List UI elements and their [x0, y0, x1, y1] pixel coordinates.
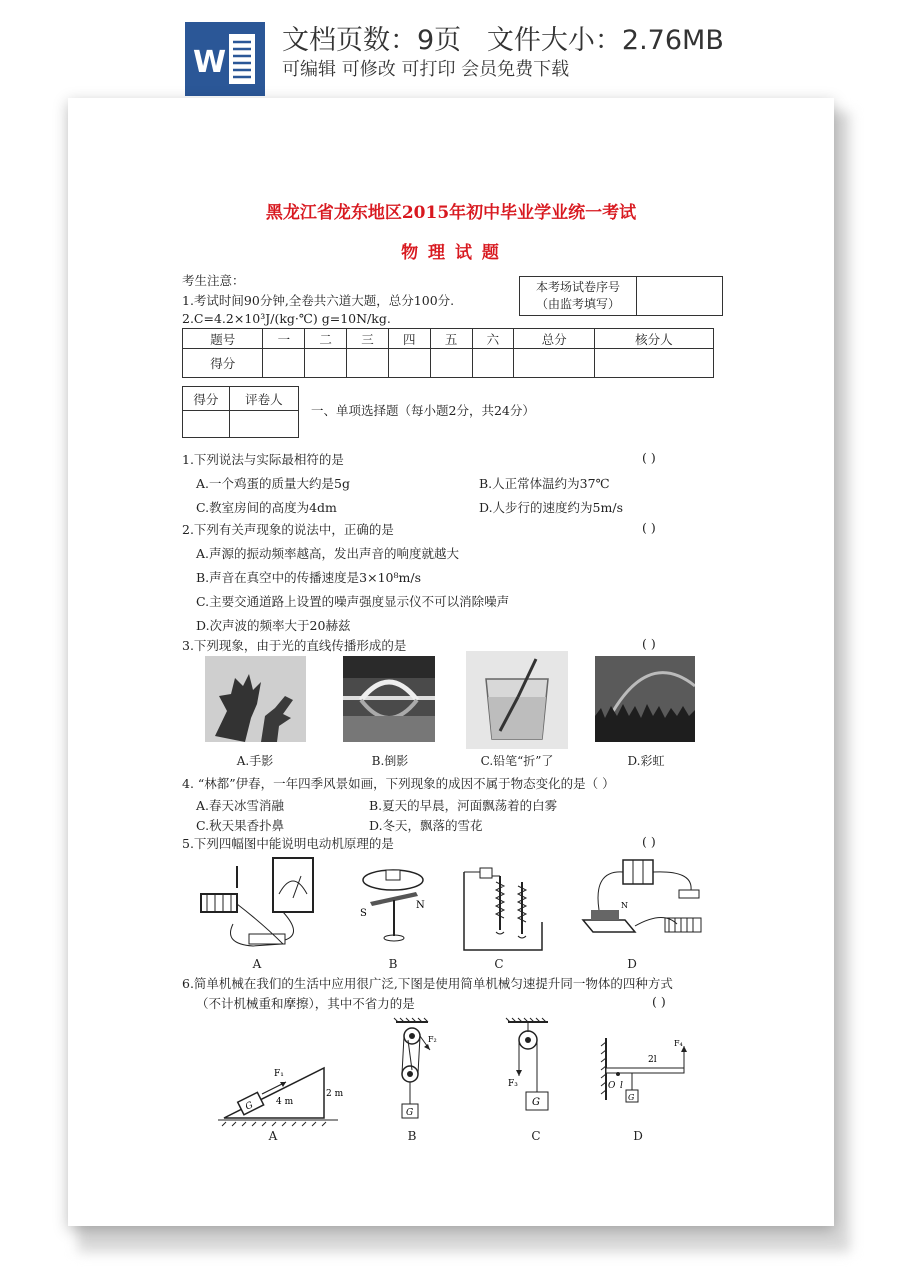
q2-option-c: C.主要交通道路上设置的噪声强度显示仪不可以消除噪声 — [196, 594, 510, 609]
fixed-pulley-diagram — [500, 1016, 560, 1126]
svg-text:N: N — [621, 901, 628, 910]
q5-label-c: C — [494, 957, 504, 971]
q3-stem: 3.下列现象，由于光的直线传播形成的是 — [182, 638, 407, 653]
word-icon-letter: W — [193, 45, 227, 80]
q2-stem: 2.下列有关声现象的说法中，正确的是 — [182, 522, 394, 537]
q6-label-a: A — [268, 1129, 278, 1143]
score-row-label: 得分 — [183, 349, 263, 378]
score-table-header: 六 — [472, 329, 514, 349]
grader-table — [182, 386, 299, 438]
q5-magnet-n-label: N — [416, 900, 425, 911]
seat-number-field[interactable] — [637, 277, 723, 316]
q6-label-d: D — [633, 1129, 643, 1143]
score-table-header: 一 — [263, 329, 305, 349]
notice-2: 2.C=4.2×10³J/(kg·℃) g=10N/kg. — [182, 311, 391, 326]
score-cell[interactable] — [472, 349, 514, 378]
exam-page — [68, 98, 834, 1226]
fig-d-pivot-label: O — [608, 1081, 616, 1091]
q5-label-b: B — [388, 957, 398, 971]
q6-label-c: C — [531, 1129, 541, 1143]
pencil-in-water-photo — [466, 651, 568, 749]
rainbow-photo — [595, 656, 695, 742]
score-table-header: 题号 — [183, 329, 263, 349]
q1-stem: 1.下列说法与实际最相符的是 — [182, 452, 344, 467]
fig-b-force-label: F₂ — [428, 1035, 437, 1044]
fig-a-height-label: 2 m — [326, 1089, 344, 1099]
fig-d-long-arm-label: 2l — [648, 1055, 657, 1065]
electromagnet-circuit-diagram — [458, 862, 548, 954]
grader-name-cell[interactable] — [229, 411, 298, 438]
q4-stem: 4. “林都”伊春，一年四季风景如画，下列现象的成因不属于物态变化的是（ ） — [182, 776, 615, 791]
fig-b-block-label: G — [406, 1108, 414, 1118]
pulley-block-diagram — [388, 1016, 448, 1128]
fig-a-force-label: F₁ — [274, 1069, 284, 1079]
q4-option-d: D.冬天，飘落的雪花 — [369, 818, 483, 833]
score-cell[interactable] — [263, 349, 305, 378]
fig-a-block-label: G — [243, 1100, 255, 1113]
score-table-header: 核分人 — [594, 329, 713, 349]
section-1-title: 一、单项选择题（每小题2分，共24分） — [311, 403, 535, 418]
galvanometer-coil-diagram — [193, 854, 323, 954]
score-table-header: 总分 — [514, 329, 594, 349]
score-table — [182, 328, 714, 378]
q3-option-b: B.倒影 — [371, 754, 409, 768]
q6-label-b: B — [407, 1129, 417, 1143]
q1-option-a: A.一个鸡蛋的质量大约是5g — [196, 476, 350, 491]
seat-number-box — [519, 276, 723, 316]
q4-option-b: B.夏天的早晨，河面飘荡着的白雾 — [369, 798, 558, 813]
q4-option-a: A.春天冰雪消融 — [196, 798, 285, 813]
motor-circuit-diagram — [573, 850, 708, 950]
q3-option-a: A.手影 — [236, 754, 274, 768]
file-features: 可编辑 可修改 可打印 会员免费下载 — [282, 59, 570, 80]
lever-diagram — [598, 1034, 698, 1116]
download-banner — [0, 0, 900, 100]
seat-box-line2: （由监考填写） — [535, 297, 620, 311]
score-cell[interactable] — [388, 349, 430, 378]
q1-option-b: B.人正常体温约为37℃ — [479, 476, 610, 491]
q5-answer-blank[interactable]: ( ) — [642, 834, 656, 849]
hand-shadow-photo — [205, 656, 306, 742]
grader-score-cell[interactable] — [183, 411, 230, 438]
compass-needle-diagram — [358, 862, 428, 948]
q1-option-c: C.教室房间的高度为4dm — [196, 500, 337, 515]
grader-name-label: 评卷人 — [229, 387, 298, 411]
q5-magnet-s-label: S — [360, 908, 367, 919]
fig-d-force-label: F₄ — [674, 1039, 683, 1048]
q5-label-d: D — [627, 957, 637, 971]
q6-answer-blank[interactable]: ( ) — [652, 994, 666, 1009]
fig-a-slope-label: 4 m — [276, 1097, 294, 1107]
notice-1: 1.考试时间90分钟,全卷共六道大题，总分100分. — [182, 293, 455, 308]
score-cell[interactable] — [430, 349, 472, 378]
q4-option-c: C.秋天果香扑鼻 — [196, 818, 285, 833]
q2-answer-blank[interactable]: ( ) — [642, 520, 656, 535]
exam-title: 黑龙江省龙东地区2015年初中毕业学业统一考试 — [265, 203, 637, 223]
score-table-header: 四 — [388, 329, 430, 349]
file-info: 文档页数：9页 文件大小：2.76MB — [282, 25, 724, 56]
q2-option-d: D.次声波的频率大于20赫兹 — [196, 618, 351, 633]
score-table-header: 二 — [305, 329, 347, 349]
score-cell[interactable] — [514, 349, 594, 378]
fig-d-short-arm-label: l — [620, 1081, 623, 1091]
score-table-header: 三 — [347, 329, 389, 349]
score-table-header: 五 — [430, 329, 472, 349]
q3-option-c: C.铅笔“折”了 — [480, 754, 554, 768]
notice-label: 考生注意： — [182, 273, 245, 288]
q6-stem-line2: （不计机械重和摩擦），其中不省力的是 — [196, 996, 415, 1011]
fig-c-force-label: F₃ — [508, 1079, 518, 1089]
incline-plane-diagram — [218, 1018, 358, 1128]
q1-option-d: D.人步行的速度约为5m/s — [479, 500, 623, 515]
q2-option-a: A.声源的振动频率越高，发出声音的响度就越大 — [196, 546, 460, 561]
q5-label-a: A — [252, 957, 262, 971]
fig-d-block-label: G — [628, 1093, 635, 1102]
q3-answer-blank[interactable]: ( ) — [642, 636, 656, 651]
score-cell[interactable] — [594, 349, 713, 378]
q5-stem: 5.下列四幅图中能说明电动机原理的是 — [182, 836, 394, 851]
seat-box-line1: 本考场试卷序号 — [535, 280, 620, 294]
score-cell[interactable] — [347, 349, 389, 378]
q6-stem: 6.简单机械在我们的生活中应用很广泛,下图是使用简单机械匀速提升同一物体的四种方式 — [182, 976, 673, 991]
grader-score-label: 得分 — [183, 387, 230, 411]
word-document-icon — [185, 22, 265, 96]
q1-answer-blank[interactable]: ( ) — [642, 450, 656, 465]
bridge-reflection-photo — [343, 656, 435, 742]
q3-option-d: D.彩虹 — [627, 754, 665, 768]
fig-c-block-label: G — [532, 1097, 540, 1108]
q2-option-b: B.声音在真空中的传播速度是3×10⁸m/s — [196, 570, 421, 585]
exam-subtitle: 物 理 试 题 — [401, 243, 501, 263]
score-cell[interactable] — [305, 349, 347, 378]
